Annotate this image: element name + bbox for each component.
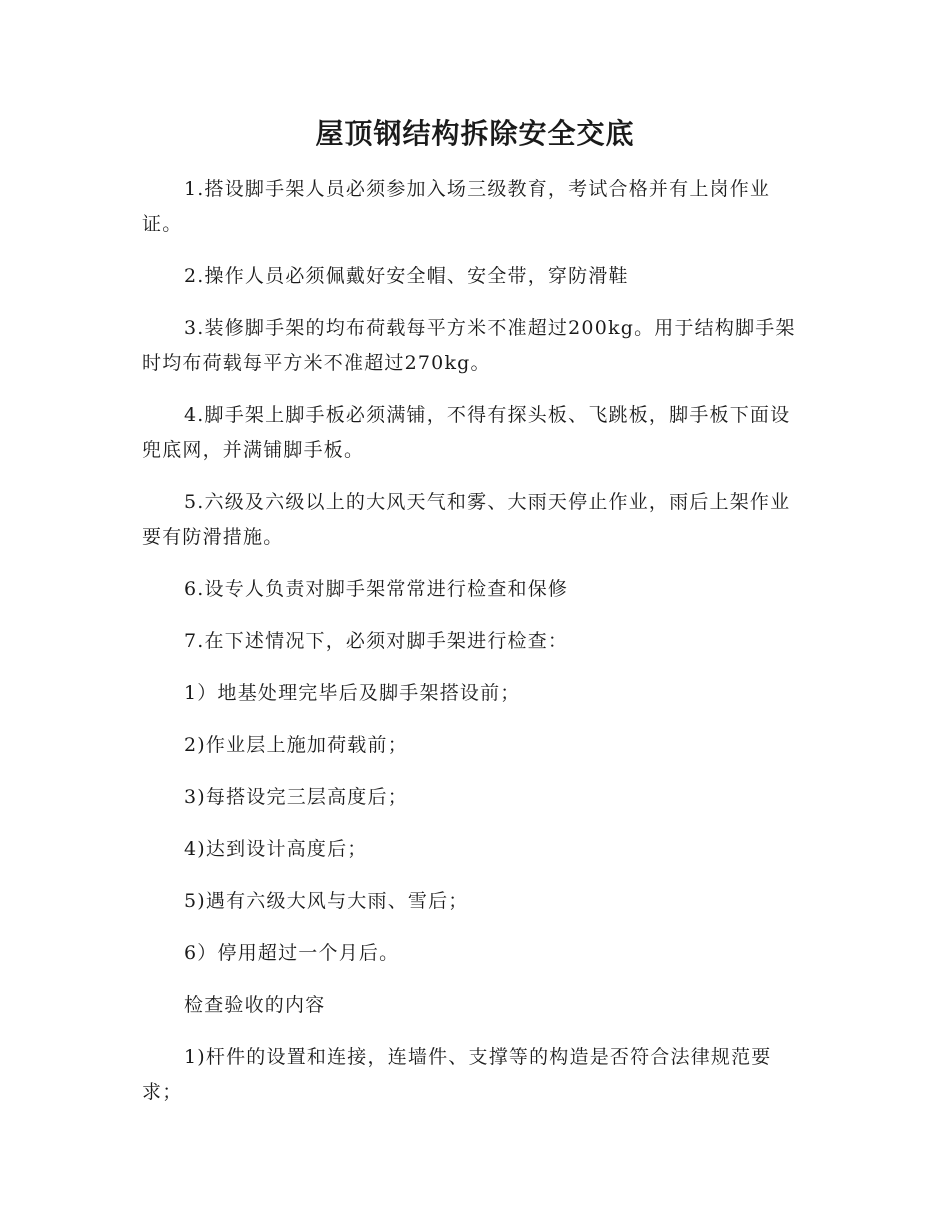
paragraph-1: 1.搭设脚手架人员必须参加入场三级教育，考试合格并有上岗作业证。 [142, 178, 771, 235]
content-item-1: 1)杆件的设置和连接，连墙件、支撑等的构造是否符合法律规范要求； [142, 1046, 772, 1103]
check-item-5: 5)遇有六级大风与大雨、雪后； [184, 890, 469, 912]
paragraph-6: 6.设专人负责对脚手架常常进行检查和保修 [184, 578, 569, 600]
check-item-2: 2)作业层上施加荷载前； [184, 734, 408, 756]
paragraph-5: 5.六级及六级以上的大风天气和雾、大雨天停止作业，雨后上架作业要有防滑措施。 [142, 491, 791, 548]
document-body [142, 172, 808, 1110]
document-title: 屋顶钢结构拆除安全交底 [315, 117, 635, 150]
paragraph-7: 7.在下述情况下，必须对脚手架进行检查： [184, 630, 569, 652]
paragraph-3: 3.装修脚手架的均布荷载每平方米不准超过200kg。用于结构脚手架时均布荷载每平方米不准超过270kg。 [142, 317, 796, 374]
paragraph-2: 2.操作人员必须佩戴好安全帽、安全带，穿防滑鞋 [184, 265, 629, 287]
check-item-1: 1）地基处理完毕后及脚手架搭设前； [184, 682, 521, 704]
section-heading: 检查验收的内容 [184, 994, 326, 1016]
check-item-4: 4)达到设计高度后； [184, 838, 368, 860]
check-item-6: 6）停用超过一个月后。 [184, 942, 400, 964]
paragraph-4: 4.脚手架上脚手板必须满铺，不得有探头板、飞跳板，脚手板下面设兜底网，并满铺脚手板。 [142, 404, 791, 461]
check-item-3: 3)每搭设完三层高度后； [184, 786, 408, 808]
